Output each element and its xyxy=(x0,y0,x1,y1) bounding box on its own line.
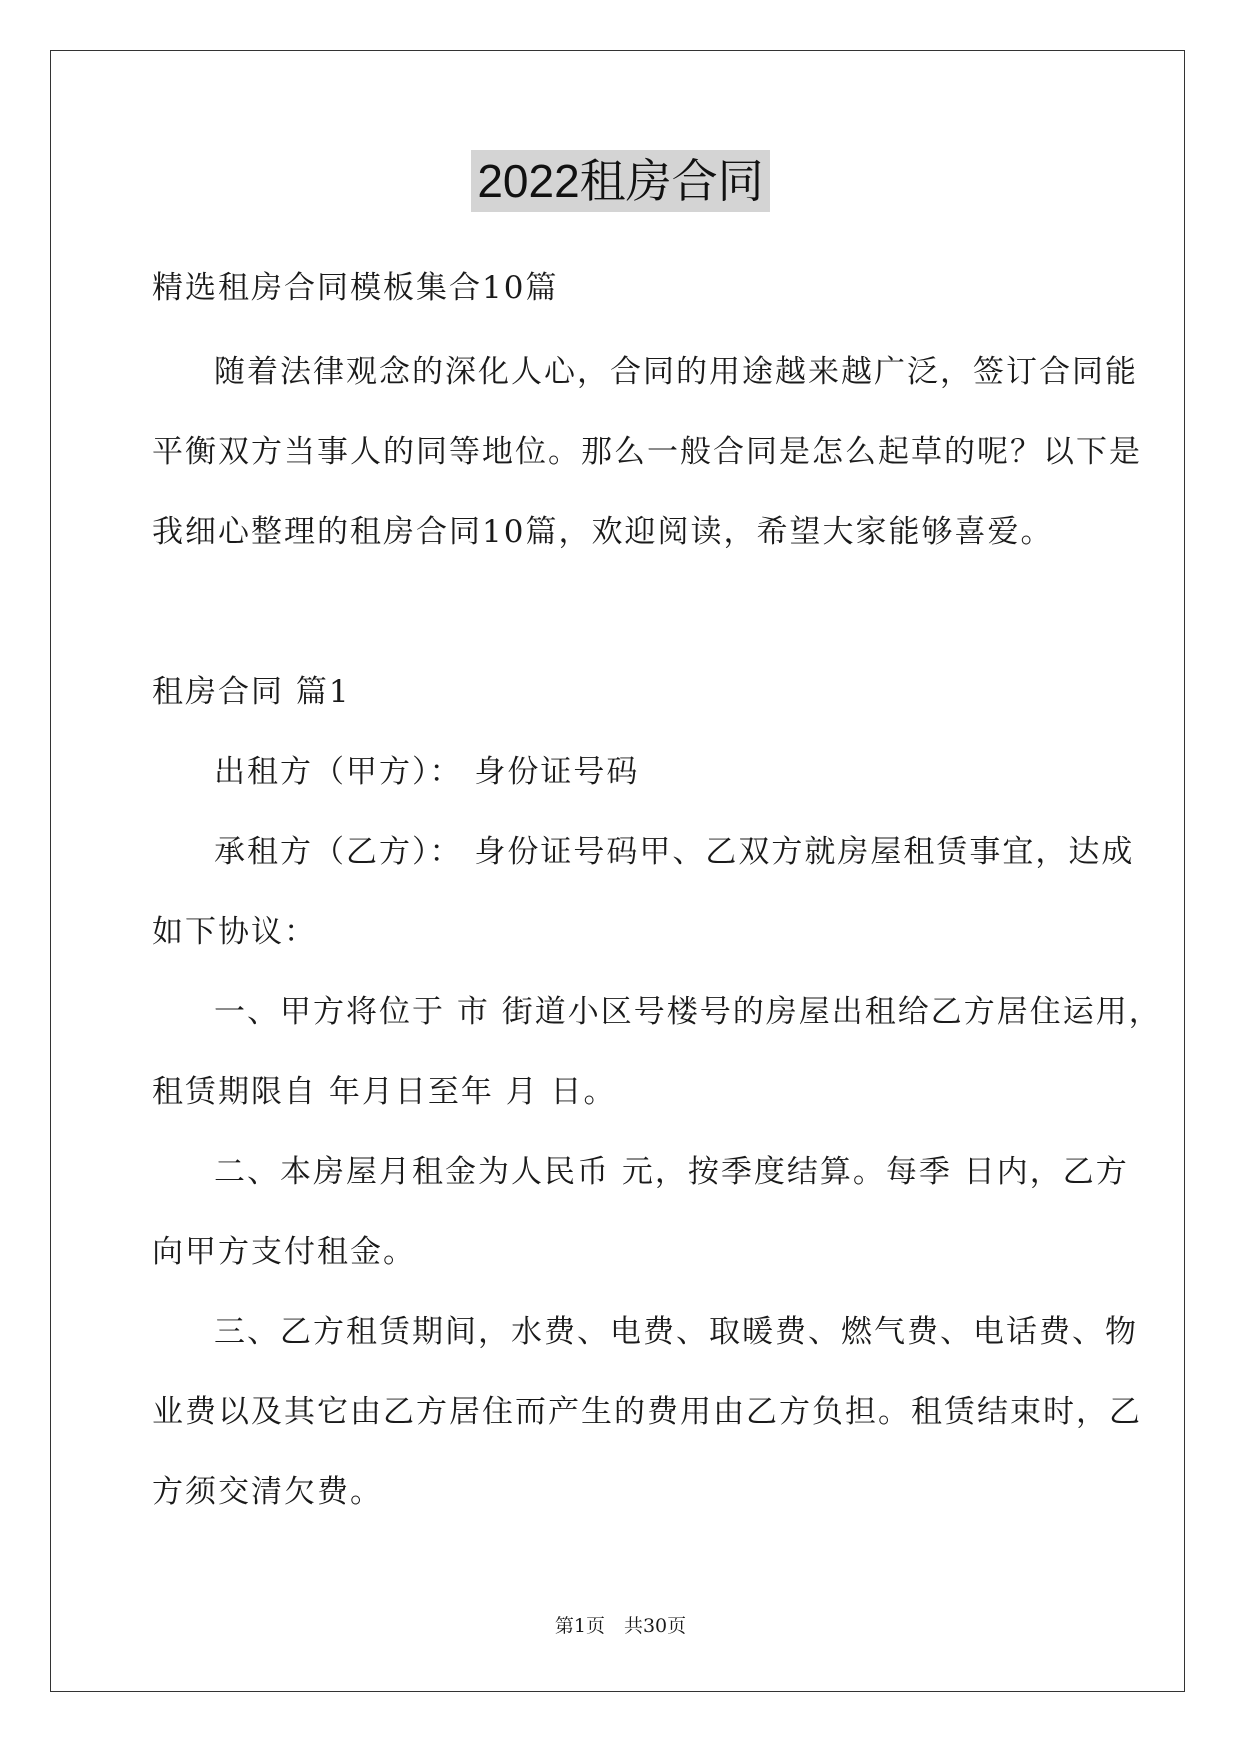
section-heading: 租房合同 篇1 xyxy=(152,674,351,710)
document-title: 2022租房合同 xyxy=(471,150,769,212)
clause-3-line: 方须交清欠费。 xyxy=(152,1474,383,1510)
title-container xyxy=(0,150,1241,212)
clause-3-line: 业费以及其它由乙方居住而产生的费用由乙方负担。租赁结束时，乙 xyxy=(152,1394,1142,1430)
clause-1-line: 租赁期限自 年月日至年 月 日。 xyxy=(152,1074,617,1110)
clause-2-line: 二、本房屋月租金为人民币 元，按季度结算。每季 日内，乙方 xyxy=(214,1154,1129,1190)
clause-2-line: 向甲方支付租金。 xyxy=(152,1234,416,1270)
clause-3-line: 三、乙方租赁期间，水费、电费、取暖费、燃气费、电话费、物 xyxy=(214,1314,1138,1350)
intro-paragraph-line: 平衡双方当事人的同等地位。那么一般合同是怎么起草的呢？以下是 xyxy=(152,434,1142,470)
clause-1-line: 一、甲方将位于 市 街道小区号楼号的房屋出租给乙方居住运用， xyxy=(214,994,1162,1030)
intro-paragraph-line: 随着法律观念的深化人心，合同的用途越来越广泛，签订合同能 xyxy=(214,354,1138,390)
party-a-line: 出租方（甲方）： 身份证号码 xyxy=(214,754,640,790)
subtitle-line: 精选租房合同模板集合10篇 xyxy=(152,270,559,306)
party-b-line-cont: 如下协议： xyxy=(152,914,317,950)
page-footer: 第1页 共30页 xyxy=(554,1615,687,1637)
intro-paragraph-line: 我细心整理的租房合同10篇，欢迎阅读，希望大家能够喜爱。 xyxy=(152,514,1054,550)
party-b-line: 承租方（乙方）： 身份证号码甲、乙双方就房屋租赁事宜，达成 xyxy=(214,834,1135,870)
